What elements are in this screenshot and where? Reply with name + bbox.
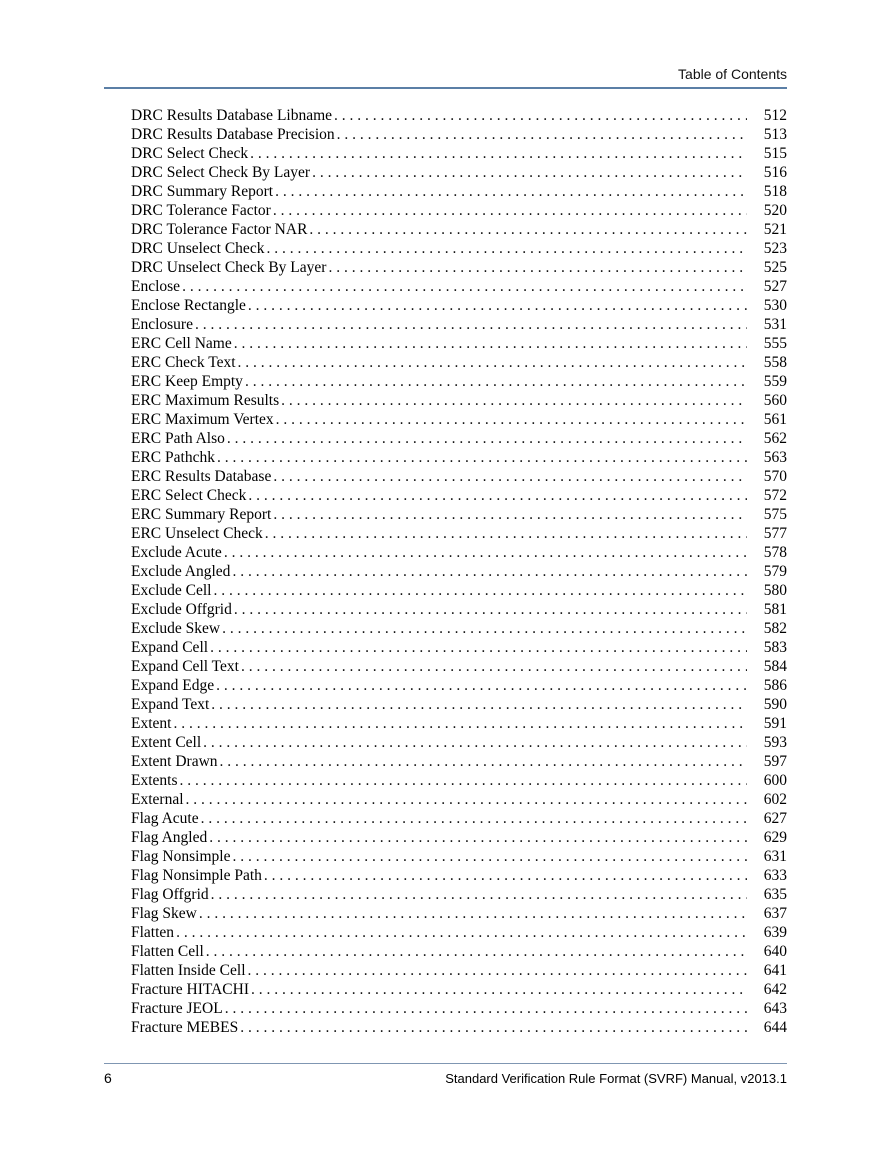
toc-dot-leader (251, 980, 747, 999)
toc-dot-leader (203, 733, 747, 752)
toc-dot-leader (273, 201, 747, 220)
toc-entry-page: 642 (763, 981, 787, 998)
toc-entry-label: Flatten (131, 924, 175, 941)
toc-entry-page: 641 (763, 962, 787, 979)
toc-entry[interactable] (131, 429, 787, 448)
toc-entry-page: 635 (763, 886, 787, 903)
toc-entry-label: Expand Text (131, 696, 210, 713)
toc-entry-page: 633 (763, 867, 787, 884)
toc-entry[interactable] (131, 296, 787, 315)
toc-entry[interactable] (131, 562, 787, 581)
toc-entry-page: 582 (763, 620, 787, 637)
toc-dot-leader (273, 467, 747, 486)
toc-dot-leader (248, 961, 747, 980)
toc-entry-page: 570 (763, 468, 787, 485)
toc-dot-leader (240, 1018, 747, 1037)
toc-entry-page: 523 (763, 240, 787, 257)
toc-entry-page: 515 (763, 145, 787, 162)
header-rule (104, 87, 787, 89)
toc-entry[interactable] (131, 315, 787, 334)
toc-entry-page: 639 (763, 924, 787, 941)
toc-entry-label: ERC Check Text (131, 354, 236, 371)
toc-dot-leader (224, 543, 747, 562)
toc-entry[interactable] (131, 125, 787, 144)
toc-entry-label: ERC Summary Report (131, 506, 272, 523)
toc-dot-leader (334, 106, 747, 125)
toc-entry[interactable] (131, 847, 787, 866)
toc-entry-page: 602 (763, 791, 787, 808)
toc-entry[interactable] (131, 448, 787, 467)
toc-entry[interactable] (131, 258, 787, 277)
toc-entry-label: DRC Select Check By Layer (131, 164, 311, 181)
toc-entry-page: 593 (763, 734, 787, 751)
toc-entry-label: Expand Edge (131, 677, 215, 694)
toc-dot-leader (234, 334, 747, 353)
toc-dot-leader (216, 676, 747, 695)
toc-dot-leader (273, 505, 747, 524)
toc-dot-leader (217, 448, 747, 467)
toc-dot-leader (209, 828, 747, 847)
toc-entry-label: Flag Nonsimple Path (131, 867, 262, 884)
toc-entry[interactable] (131, 1018, 787, 1037)
toc-entry-page: 531 (763, 316, 787, 333)
toc-dot-leader (220, 752, 747, 771)
toc-dot-leader (173, 714, 747, 733)
toc-entry-page: 575 (763, 506, 787, 523)
toc-entry-label: Fracture HITACHI (131, 981, 249, 998)
toc-entry-page: 555 (763, 335, 787, 352)
toc-entry-page: 525 (763, 259, 787, 276)
toc-dot-leader (312, 163, 747, 182)
toc-entry[interactable] (131, 277, 787, 296)
toc-dot-leader (248, 296, 747, 315)
toc-entry[interactable] (131, 676, 787, 695)
toc-dot-leader (195, 315, 747, 334)
toc-entry-label: ERC Keep Empty (131, 373, 243, 390)
toc-entry-label: ERC Cell Name (131, 335, 232, 352)
running-header-title: Table of Contents (678, 66, 787, 82)
toc-entry-page: 597 (763, 753, 787, 770)
toc-dot-leader (180, 771, 748, 790)
toc-entry-label: Flag Angled (131, 829, 208, 846)
toc-dot-leader (182, 277, 747, 296)
toc-entry-label: DRC Results Database Libname (131, 107, 333, 124)
toc-entry-label: Enclosure (131, 316, 193, 333)
toc-entry[interactable] (131, 391, 787, 410)
toc-entry-page: 521 (763, 221, 787, 238)
toc-dot-leader (199, 904, 747, 923)
toc-entry[interactable] (131, 733, 787, 752)
toc-entry-page: 516 (763, 164, 787, 181)
toc-entry-label: DRC Unselect Check (131, 240, 265, 257)
toc-entry[interactable] (131, 714, 787, 733)
toc-entry[interactable] (131, 220, 787, 239)
toc-dot-leader (214, 581, 748, 600)
toc-entry[interactable] (131, 980, 787, 999)
toc-entry[interactable] (131, 353, 787, 372)
toc-dot-leader (206, 942, 747, 961)
toc-entry-label: Flag Acute (131, 810, 199, 827)
toc-entry-label: DRC Tolerance Factor NAR (131, 221, 308, 238)
toc-entry-label: Exclude Acute (131, 544, 222, 561)
toc-entry-page: 590 (763, 696, 787, 713)
toc-entry-label: ERC Pathchk (131, 449, 215, 466)
toc-entry[interactable] (131, 334, 787, 353)
toc-entry-page: 562 (763, 430, 787, 447)
toc-dot-leader (241, 657, 747, 676)
toc-entry-label: DRC Select Check (131, 145, 249, 162)
toc-entry-label: ERC Maximum Vertex (131, 411, 274, 428)
toc-entry-label: DRC Unselect Check By Layer (131, 259, 327, 276)
toc-dot-leader (222, 619, 747, 638)
toc-entry-page: 561 (763, 411, 787, 428)
toc-entry-page: 577 (763, 525, 787, 542)
toc-entry-label: Fracture MEBES (131, 1019, 239, 1036)
toc-entry-page: 512 (763, 107, 787, 124)
toc-entry-label: Enclose Rectangle (131, 297, 246, 314)
toc-entry-page: 563 (763, 449, 787, 466)
toc-entry-label: Flag Nonsimple (131, 848, 231, 865)
toc-dot-leader (227, 429, 747, 448)
toc-entry[interactable] (131, 163, 787, 182)
toc-entry[interactable] (131, 923, 787, 942)
toc-dot-leader (201, 809, 747, 828)
toc-entry[interactable] (131, 600, 787, 619)
toc-entry-label: Expand Cell Text (131, 658, 239, 675)
toc-entry-page: 631 (763, 848, 787, 865)
footer-rule (104, 1063, 787, 1064)
toc-dot-leader (281, 391, 747, 410)
toc-entry[interactable] (131, 543, 787, 562)
toc-dot-leader (211, 695, 747, 714)
toc-entry[interactable] (131, 638, 787, 657)
toc-entry[interactable] (131, 581, 787, 600)
toc-entry-page: 560 (763, 392, 787, 409)
toc-entry-page: 583 (763, 639, 787, 656)
toc-dot-leader (266, 239, 747, 258)
toc-entry-page: 591 (763, 715, 787, 732)
footer-page-number: 6 (104, 1070, 112, 1086)
toc-entry[interactable] (131, 410, 787, 429)
toc-entry-page: 559 (763, 373, 787, 390)
toc-entry[interactable] (131, 144, 787, 163)
toc-dot-leader (337, 125, 747, 144)
toc-entry-label: Enclose (131, 278, 181, 295)
toc-entry-page: 518 (763, 183, 787, 200)
toc-entry-page: 643 (763, 1000, 787, 1017)
toc-entry[interactable] (131, 239, 787, 258)
toc-dot-leader (265, 524, 747, 543)
toc-entry-label: DRC Summary Report (131, 183, 274, 200)
toc-entry[interactable] (131, 695, 787, 714)
toc-dot-leader (250, 144, 747, 163)
toc-entry-label: Flag Skew (131, 905, 197, 922)
toc-entry[interactable] (131, 904, 787, 923)
toc-entry-label: Exclude Cell (131, 582, 212, 599)
footer-manual-title: Standard Verification Rule Format (SVRF) Manual, v2013.1 (445, 1071, 787, 1086)
toc-entry-label: ERC Unselect Check (131, 525, 263, 542)
toc-dot-leader (245, 372, 747, 391)
toc-entry[interactable] (131, 771, 787, 790)
toc-entry[interactable] (131, 961, 787, 980)
toc-entry-label: Extent Cell (131, 734, 202, 751)
toc-dot-leader (210, 638, 747, 657)
toc-dot-leader (264, 866, 747, 885)
toc-dot-leader (234, 600, 747, 619)
toc-entry-page: 640 (763, 943, 787, 960)
toc-entry[interactable] (131, 106, 787, 125)
toc-entry[interactable] (131, 866, 787, 885)
toc-dot-leader (225, 999, 747, 1018)
toc-dot-leader (309, 220, 747, 239)
toc-entry-label: ERC Maximum Results (131, 392, 280, 409)
toc-entry-page: 580 (763, 582, 787, 599)
toc-dot-leader (275, 182, 747, 201)
toc-entry-page: 644 (763, 1019, 787, 1036)
toc-entry-label: ERC Results Database (131, 468, 272, 485)
toc-dot-leader (276, 410, 747, 429)
toc-dot-leader (232, 847, 747, 866)
toc-entry[interactable] (131, 828, 787, 847)
toc-entry-label: External (131, 791, 184, 808)
toc-entry[interactable] (131, 182, 787, 201)
toc-dot-leader (186, 790, 747, 809)
toc-entry-label: Exclude Offgrid (131, 601, 232, 618)
toc-entry-page: 520 (763, 202, 787, 219)
toc-dot-leader (176, 923, 747, 942)
toc-entry-page: 527 (763, 278, 787, 295)
toc-entry[interactable] (131, 752, 787, 771)
toc-entry-page: 513 (763, 126, 787, 143)
toc-entry-page: 586 (763, 677, 787, 694)
toc-entry-label: Flatten Cell (131, 943, 204, 960)
toc-entry-page: 584 (763, 658, 787, 675)
toc-entry[interactable] (131, 657, 787, 676)
toc-entry[interactable] (131, 809, 787, 828)
toc-entry-label: Extents (131, 772, 178, 789)
toc-entry-page: 578 (763, 544, 787, 561)
toc-entry[interactable] (131, 201, 787, 220)
toc-entry-page: 581 (763, 601, 787, 618)
toc-entry-page: 629 (763, 829, 787, 846)
toc-entry-label: Flag Offgrid (131, 886, 209, 903)
toc-entry-page: 600 (763, 772, 787, 789)
toc-entry[interactable] (131, 999, 787, 1018)
toc-entry-label: Exclude Skew (131, 620, 221, 637)
toc-entry-page: 637 (763, 905, 787, 922)
toc-entry[interactable] (131, 486, 787, 505)
toc-list (131, 106, 787, 1037)
toc-dot-leader (328, 258, 747, 277)
toc-entry-label: Extent Drawn (131, 753, 218, 770)
toc-entry-label: ERC Path Also (131, 430, 225, 447)
toc-entry[interactable] (131, 790, 787, 809)
toc-entry[interactable] (131, 619, 787, 638)
toc-dot-leader (238, 353, 747, 372)
toc-entry-label: Expand Cell (131, 639, 209, 656)
toc-entry-page: 579 (763, 563, 787, 580)
toc-entry-label: Extent (131, 715, 172, 732)
toc-entry-label: Exclude Angled (131, 563, 231, 580)
toc-entry[interactable] (131, 524, 787, 543)
toc-entry-page: 530 (763, 297, 787, 314)
toc-dot-leader (211, 885, 747, 904)
toc-entry-page: 558 (763, 354, 787, 371)
toc-entry[interactable] (131, 885, 787, 904)
toc-entry[interactable] (131, 505, 787, 524)
toc-entry-label: DRC Tolerance Factor (131, 202, 271, 219)
toc-dot-leader (232, 562, 747, 581)
toc-entry[interactable] (131, 942, 787, 961)
toc-entry[interactable] (131, 372, 787, 391)
toc-entry-label: DRC Results Database Precision (131, 126, 335, 143)
toc-dot-leader (248, 486, 747, 505)
toc-entry-label: ERC Select Check (131, 487, 247, 504)
toc-entry[interactable] (131, 467, 787, 486)
toc-entry-label: Flatten Inside Cell (131, 962, 246, 979)
toc-entry-label: Fracture JEOL (131, 1000, 223, 1017)
toc-entry-page: 627 (763, 810, 787, 827)
toc-entry-page: 572 (763, 487, 787, 504)
